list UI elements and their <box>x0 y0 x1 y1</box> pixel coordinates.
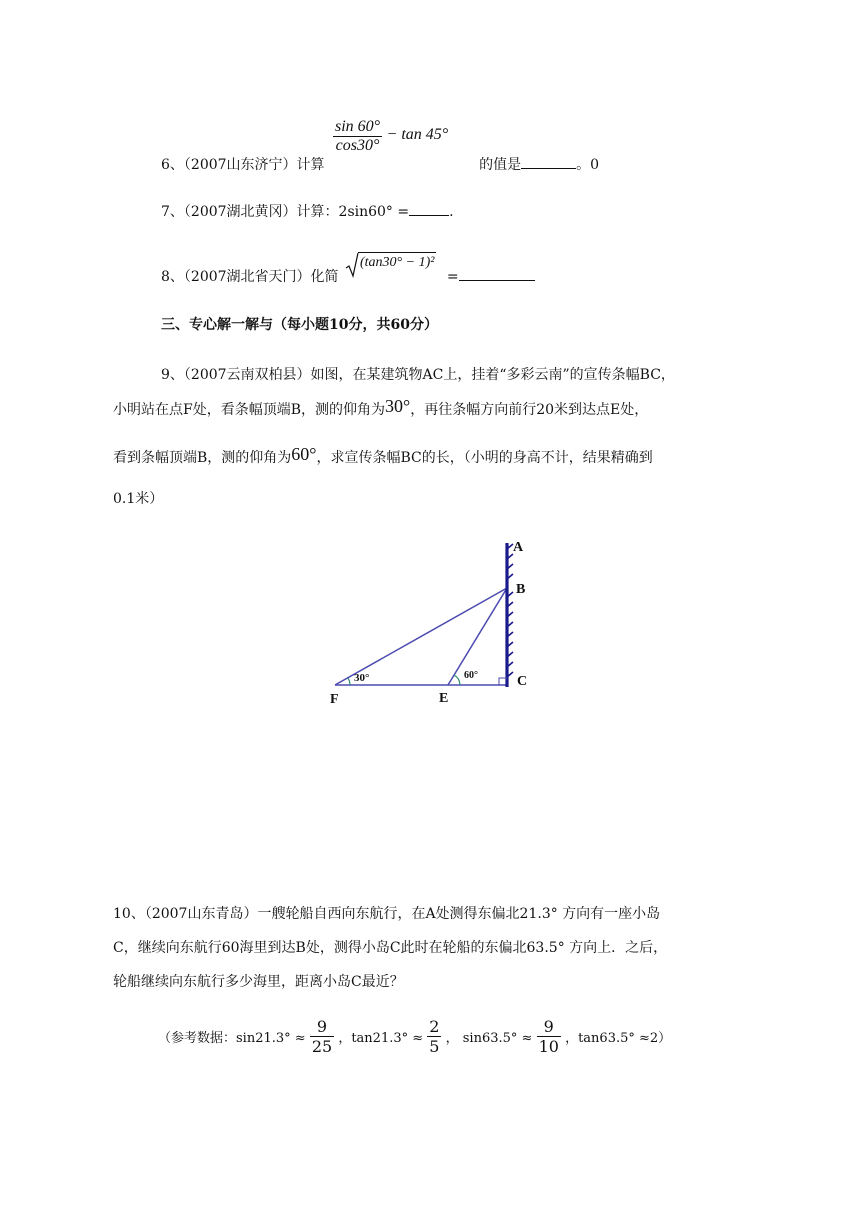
q8-equals: = <box>446 269 459 285</box>
question-7 <box>161 201 454 221</box>
ref-sin63: ， sin63.5° ≈ <box>445 1031 533 1046</box>
q9-line-4: 0.1米） <box>113 491 164 507</box>
label-e: E <box>439 691 449 706</box>
label-f: F <box>330 692 339 707</box>
ref-sin21: （参考数据：sin21.3° ≈ <box>158 1031 306 1046</box>
q6-fraction-numerator: sin 60° <box>335 118 381 135</box>
q10-line-1: 10、（2007山东青岛）一艘轮船自西向东航行，在A处测得东偏北21.3° 方向有一座小岛 <box>113 906 661 922</box>
ref-fraction-2 <box>427 1017 441 1056</box>
segment-fb <box>335 588 507 685</box>
q6-suffix: 的值是 <box>479 156 522 173</box>
ref-fraction-3-num: 9 <box>543 1017 554 1036</box>
q6-fraction <box>333 118 382 155</box>
q9-line-3 <box>113 446 653 467</box>
angle-arc-e <box>454 675 460 685</box>
geometry-figure <box>320 535 550 710</box>
ref-tan63: ，tan63.5° ≈2） <box>565 1031 672 1046</box>
q9-line-2-b: ，再往条幅方向前行20米到达点E处， <box>410 402 649 418</box>
section-3-title: 三、专心解一解与（每小题10分，共60分） <box>161 317 438 333</box>
q6-minus-term: − tan 45° <box>386 125 449 143</box>
q7-text: 7、（2007湖北黄冈）计算：2sin60° = <box>161 204 410 220</box>
radical-sign-icon <box>345 252 359 278</box>
ref-fraction-2-den: 5 <box>429 1037 440 1056</box>
q9-angle-30: 30° <box>385 396 411 416</box>
label-a: A <box>513 540 524 555</box>
ref-fraction-3 <box>537 1017 561 1056</box>
q10-line-3: 轮船继续向东航行多少海里，距离小岛C最近？ <box>113 974 404 990</box>
angle-label-e: 60° <box>464 670 478 681</box>
q10-reference-data <box>158 1017 671 1056</box>
q7-answer-blank <box>409 215 449 216</box>
ref-tan21: ，tan21.3° ≈ <box>338 1031 424 1046</box>
angle-label-f: 30° <box>354 672 370 684</box>
ref-fraction-1 <box>310 1017 334 1056</box>
q9-line-2-a: 小明站在点F处，看条幅顶端B，测的仰角为 <box>113 402 386 418</box>
q9-angle-60: 60° <box>291 444 317 464</box>
q9-line-3-a: 看到条幅顶端B，测的仰角为 <box>113 450 292 466</box>
q8-radicand: (tan30° − 1)² <box>358 252 436 271</box>
q9-line-1: 9、（2007云南双柏县）如图，在某建筑物AC上，挂着“多彩云南”的宣传条幅BC， <box>161 367 675 383</box>
q6-answer: 。0 <box>576 156 599 173</box>
q10-line-2: C，继续向东航行60海里到达B处，测得小岛C此时在轮船的东偏北63.5° 方向上．之后， <box>113 940 668 956</box>
label-c: C <box>517 674 528 689</box>
label-b: B <box>516 582 526 597</box>
ref-fraction-3-den: 10 <box>538 1037 559 1056</box>
ref-fraction-2-num: 2 <box>429 1017 440 1036</box>
q9-line-3-b: ，求宣传条幅BC的长，（小明的身高不计，结果精确到 <box>316 450 653 466</box>
question-6 <box>161 118 599 173</box>
q8-answer-blank <box>459 280 535 281</box>
q9-line-2 <box>113 398 648 419</box>
ref-fraction-1-den: 25 <box>311 1037 333 1056</box>
angle-arc-f <box>348 678 350 685</box>
q6-prefix: 6、（2007山东济宁）计算 <box>161 156 325 173</box>
q7-end: . <box>449 204 454 220</box>
q8-prefix: 8、（2007湖北省天门）化简 <box>161 269 339 285</box>
q6-fraction-denominator: cos30° <box>333 136 382 155</box>
ref-fraction-1-num: 9 <box>316 1017 328 1036</box>
q6-answer-blank <box>521 168 576 169</box>
question-8 <box>161 252 535 285</box>
